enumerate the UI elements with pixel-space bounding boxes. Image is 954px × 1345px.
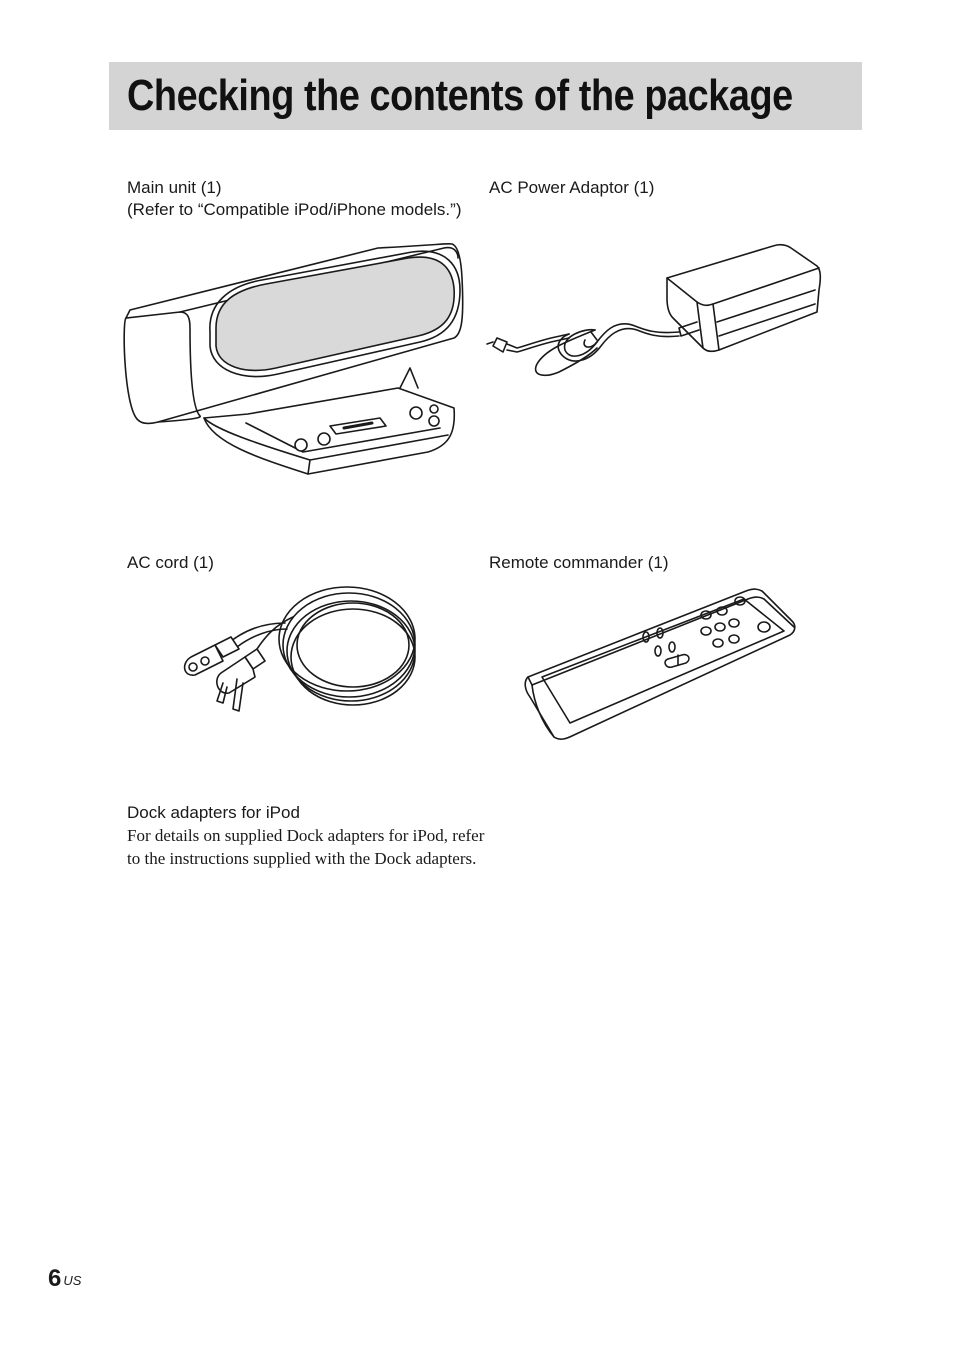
main-unit-note: (Refer to “Compatible iPod/iPhone models.”) (127, 200, 462, 219)
dock-adapters-description: For details on supplied Dock adapters for iPod, refer to the instructions supplied with the Dock adapters. (127, 826, 485, 868)
main-unit-label: Main unit (1) (127, 178, 222, 197)
dock-adapters-heading: Dock adapters for iPod (127, 803, 300, 822)
page-number-suffix: US (63, 1273, 82, 1288)
page-number (48, 1264, 81, 1294)
remote-illustration (522, 585, 802, 750)
page-title: Checking the contents of the package (127, 71, 793, 120)
ac-cord-label: AC cord (1) (127, 553, 214, 572)
page-number-value: 6 (48, 1265, 62, 1292)
speaker-dock-illustration (118, 238, 468, 483)
ac-cord-illustration (175, 583, 425, 718)
title-band (109, 62, 862, 130)
ac-adaptor-label: AC Power Adaptor (1) (489, 178, 655, 197)
remote-label: Remote commander (1) (489, 553, 669, 572)
ac-adaptor-illustration (485, 238, 830, 383)
